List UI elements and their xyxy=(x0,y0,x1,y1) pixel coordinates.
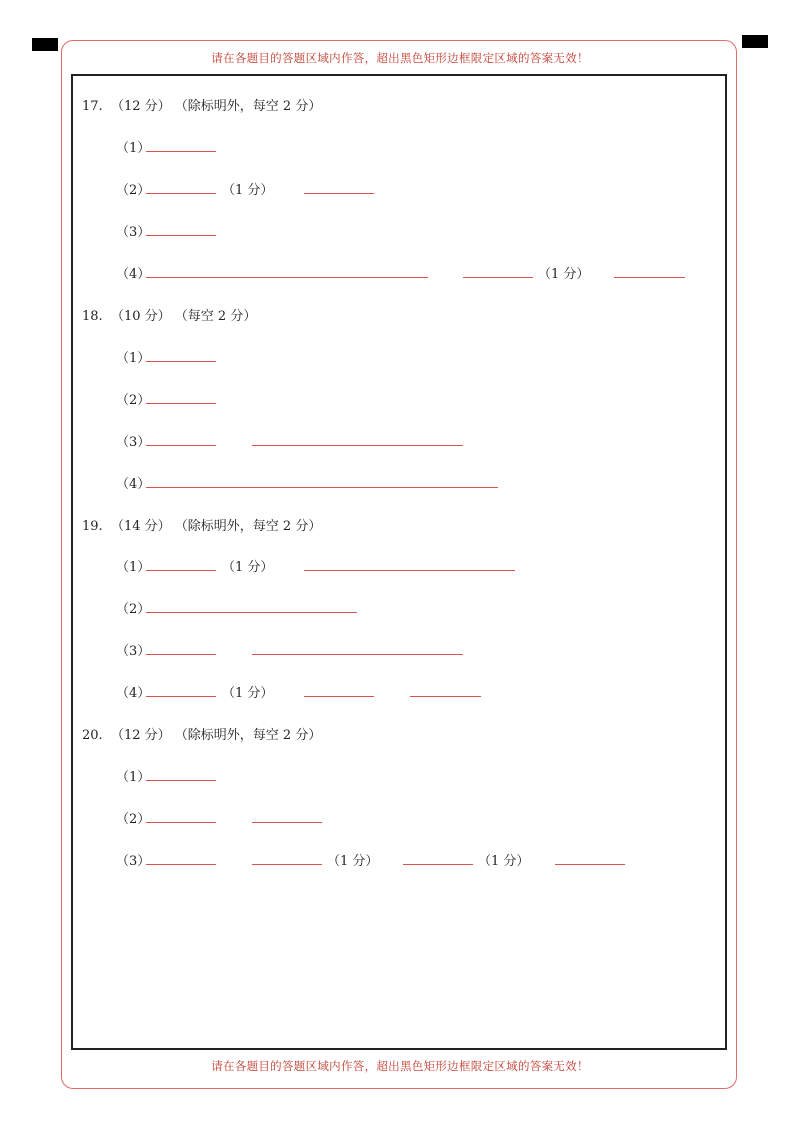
question-score: （14 分） xyxy=(110,519,171,534)
answer-blank[interactable] xyxy=(252,864,322,865)
points-note: （1 分） xyxy=(222,183,274,198)
answer-blank[interactable] xyxy=(146,193,216,194)
answer-blank[interactable] xyxy=(304,570,515,571)
answer-blank[interactable] xyxy=(410,696,481,697)
part-label: （2） xyxy=(116,602,151,617)
part-label: （4） xyxy=(116,686,151,701)
question-score: （12 分） xyxy=(110,99,171,114)
answer-blank[interactable] xyxy=(146,864,216,865)
answer-blank[interactable] xyxy=(252,822,322,823)
question-17-header xyxy=(82,95,321,114)
part-label: （3） xyxy=(116,225,151,240)
answer-region xyxy=(71,74,727,1050)
question-number: 20. xyxy=(82,728,103,743)
question-note: （除标明外，每空 2 分） xyxy=(174,728,322,743)
answer-blank[interactable] xyxy=(146,151,216,152)
points-note: （1 分） xyxy=(222,686,274,701)
part-label: （3） xyxy=(116,644,151,659)
answer-blank[interactable] xyxy=(252,445,463,446)
question-20-header xyxy=(82,724,321,743)
question-score: （12 分） xyxy=(110,728,171,743)
question-number: 18. xyxy=(82,309,103,324)
part-label: （1） xyxy=(116,770,151,785)
answer-blank[interactable] xyxy=(146,403,216,404)
part-label: （3） xyxy=(116,435,151,450)
part-label: （4） xyxy=(116,267,151,282)
answer-blank[interactable] xyxy=(146,235,216,236)
answer-blank[interactable] xyxy=(614,277,685,278)
answer-blank[interactable] xyxy=(146,487,498,488)
question-note: （除标明外，每空 2 分） xyxy=(174,99,322,114)
question-score: （10 分） xyxy=(110,309,171,324)
answer-blank[interactable] xyxy=(146,696,216,697)
answer-blank[interactable] xyxy=(304,696,374,697)
notice-bottom: 请在各题目的答题区域内作答，超出黑色矩形边框限定区域的答案无效！ xyxy=(211,1059,589,1073)
answer-blank[interactable] xyxy=(146,654,216,655)
points-note: （1 分） xyxy=(538,267,590,282)
answer-blank[interactable] xyxy=(146,822,216,823)
answer-blank[interactable] xyxy=(463,277,533,278)
answer-blank[interactable] xyxy=(555,864,625,865)
question-18-header xyxy=(82,305,256,324)
points-note: （1 分） xyxy=(222,560,274,575)
answer-blank[interactable] xyxy=(146,361,216,362)
answer-blank[interactable] xyxy=(146,570,216,571)
part-label: （4） xyxy=(116,477,151,492)
part-label: （1） xyxy=(116,560,151,575)
part-label: （3） xyxy=(116,854,151,869)
part-label: （1） xyxy=(116,141,151,156)
question-note: （每空 2 分） xyxy=(174,309,257,324)
part-label: （2） xyxy=(116,183,151,198)
question-note: （除标明外，每空 2 分） xyxy=(174,519,322,534)
answer-blank[interactable] xyxy=(304,193,374,194)
alignment-marker-right xyxy=(742,35,768,48)
question-19-header xyxy=(82,515,321,534)
part-label: （1） xyxy=(116,351,151,366)
notice-top: 请在各题目的答题区域内作答，超出黑色矩形边框限定区域的答案无效！ xyxy=(211,51,589,65)
answer-blank[interactable] xyxy=(403,864,473,865)
points-note: （1 分） xyxy=(478,854,530,869)
part-label: （2） xyxy=(116,812,151,827)
points-note: （1 分） xyxy=(327,854,379,869)
answer-blank[interactable] xyxy=(146,445,216,446)
answer-blank[interactable] xyxy=(146,780,216,781)
answer-blank[interactable] xyxy=(252,654,463,655)
question-number: 17. xyxy=(82,99,103,114)
answer-blank[interactable] xyxy=(146,277,428,278)
answer-blank[interactable] xyxy=(146,612,357,613)
part-label: （2） xyxy=(116,393,151,408)
question-number: 19. xyxy=(82,519,103,534)
